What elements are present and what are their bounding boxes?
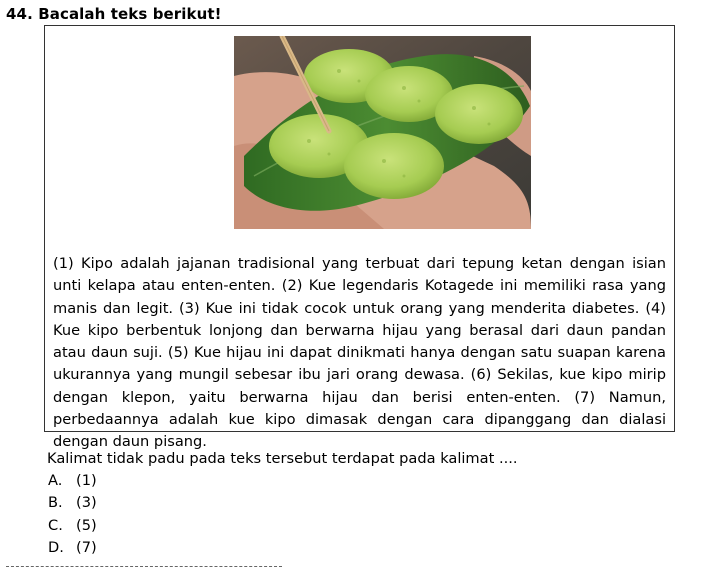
kipo-photo xyxy=(234,36,531,229)
option-d[interactable] xyxy=(48,537,97,559)
question-prompt: Kalimat tidak padu pada teks tersebut terdapat pada kalimat .... xyxy=(47,450,518,467)
passage-text: (1) Kipo adalah jajanan tradisional yang terbuat dari tepung ketan dengan isian unti kelapa atau enten-enten. (2) Kue legendaris Kotagede ini memiliki rasa yang manis dan legit. (3) Kue ini tidak cocok untuk orang yang menderita diabetes. (4) Kue kipo berbentuk lonjong dan berwarna hijau yang berasal dari daun pandan atau daun suji. (5) Kue hijau ini dapat dinikmati hanya dengan satu suapan karena ukurannya yang mungil sebesar ibu jari orang dewasa. (6) Sekilas, kue kipo mirip dengan klepon, yaitu berwarna hijau dan berisi enten-enten. (7) Namun, perbedaannya adalah kue kipo dimasak dengan cara dipanggang dan dialasi dengan daun pisang. xyxy=(53,255,666,451)
option-letter: B. xyxy=(48,494,63,512)
option-letter: A. xyxy=(48,472,63,489)
option-c[interactable] xyxy=(48,515,97,537)
option-text: (7) xyxy=(76,538,97,556)
option-letter: C. xyxy=(48,516,63,534)
option-b[interactable] xyxy=(48,492,97,514)
question-title: 44. Bacalah teks berikut! xyxy=(6,5,222,23)
option-text: (1) xyxy=(76,472,97,489)
option-text: (3) xyxy=(76,494,97,512)
option-letter: D. xyxy=(48,538,64,556)
answer-options xyxy=(48,470,97,559)
dashed-divider xyxy=(6,566,282,567)
option-a[interactable] xyxy=(48,470,97,492)
option-text: (5) xyxy=(76,516,97,534)
